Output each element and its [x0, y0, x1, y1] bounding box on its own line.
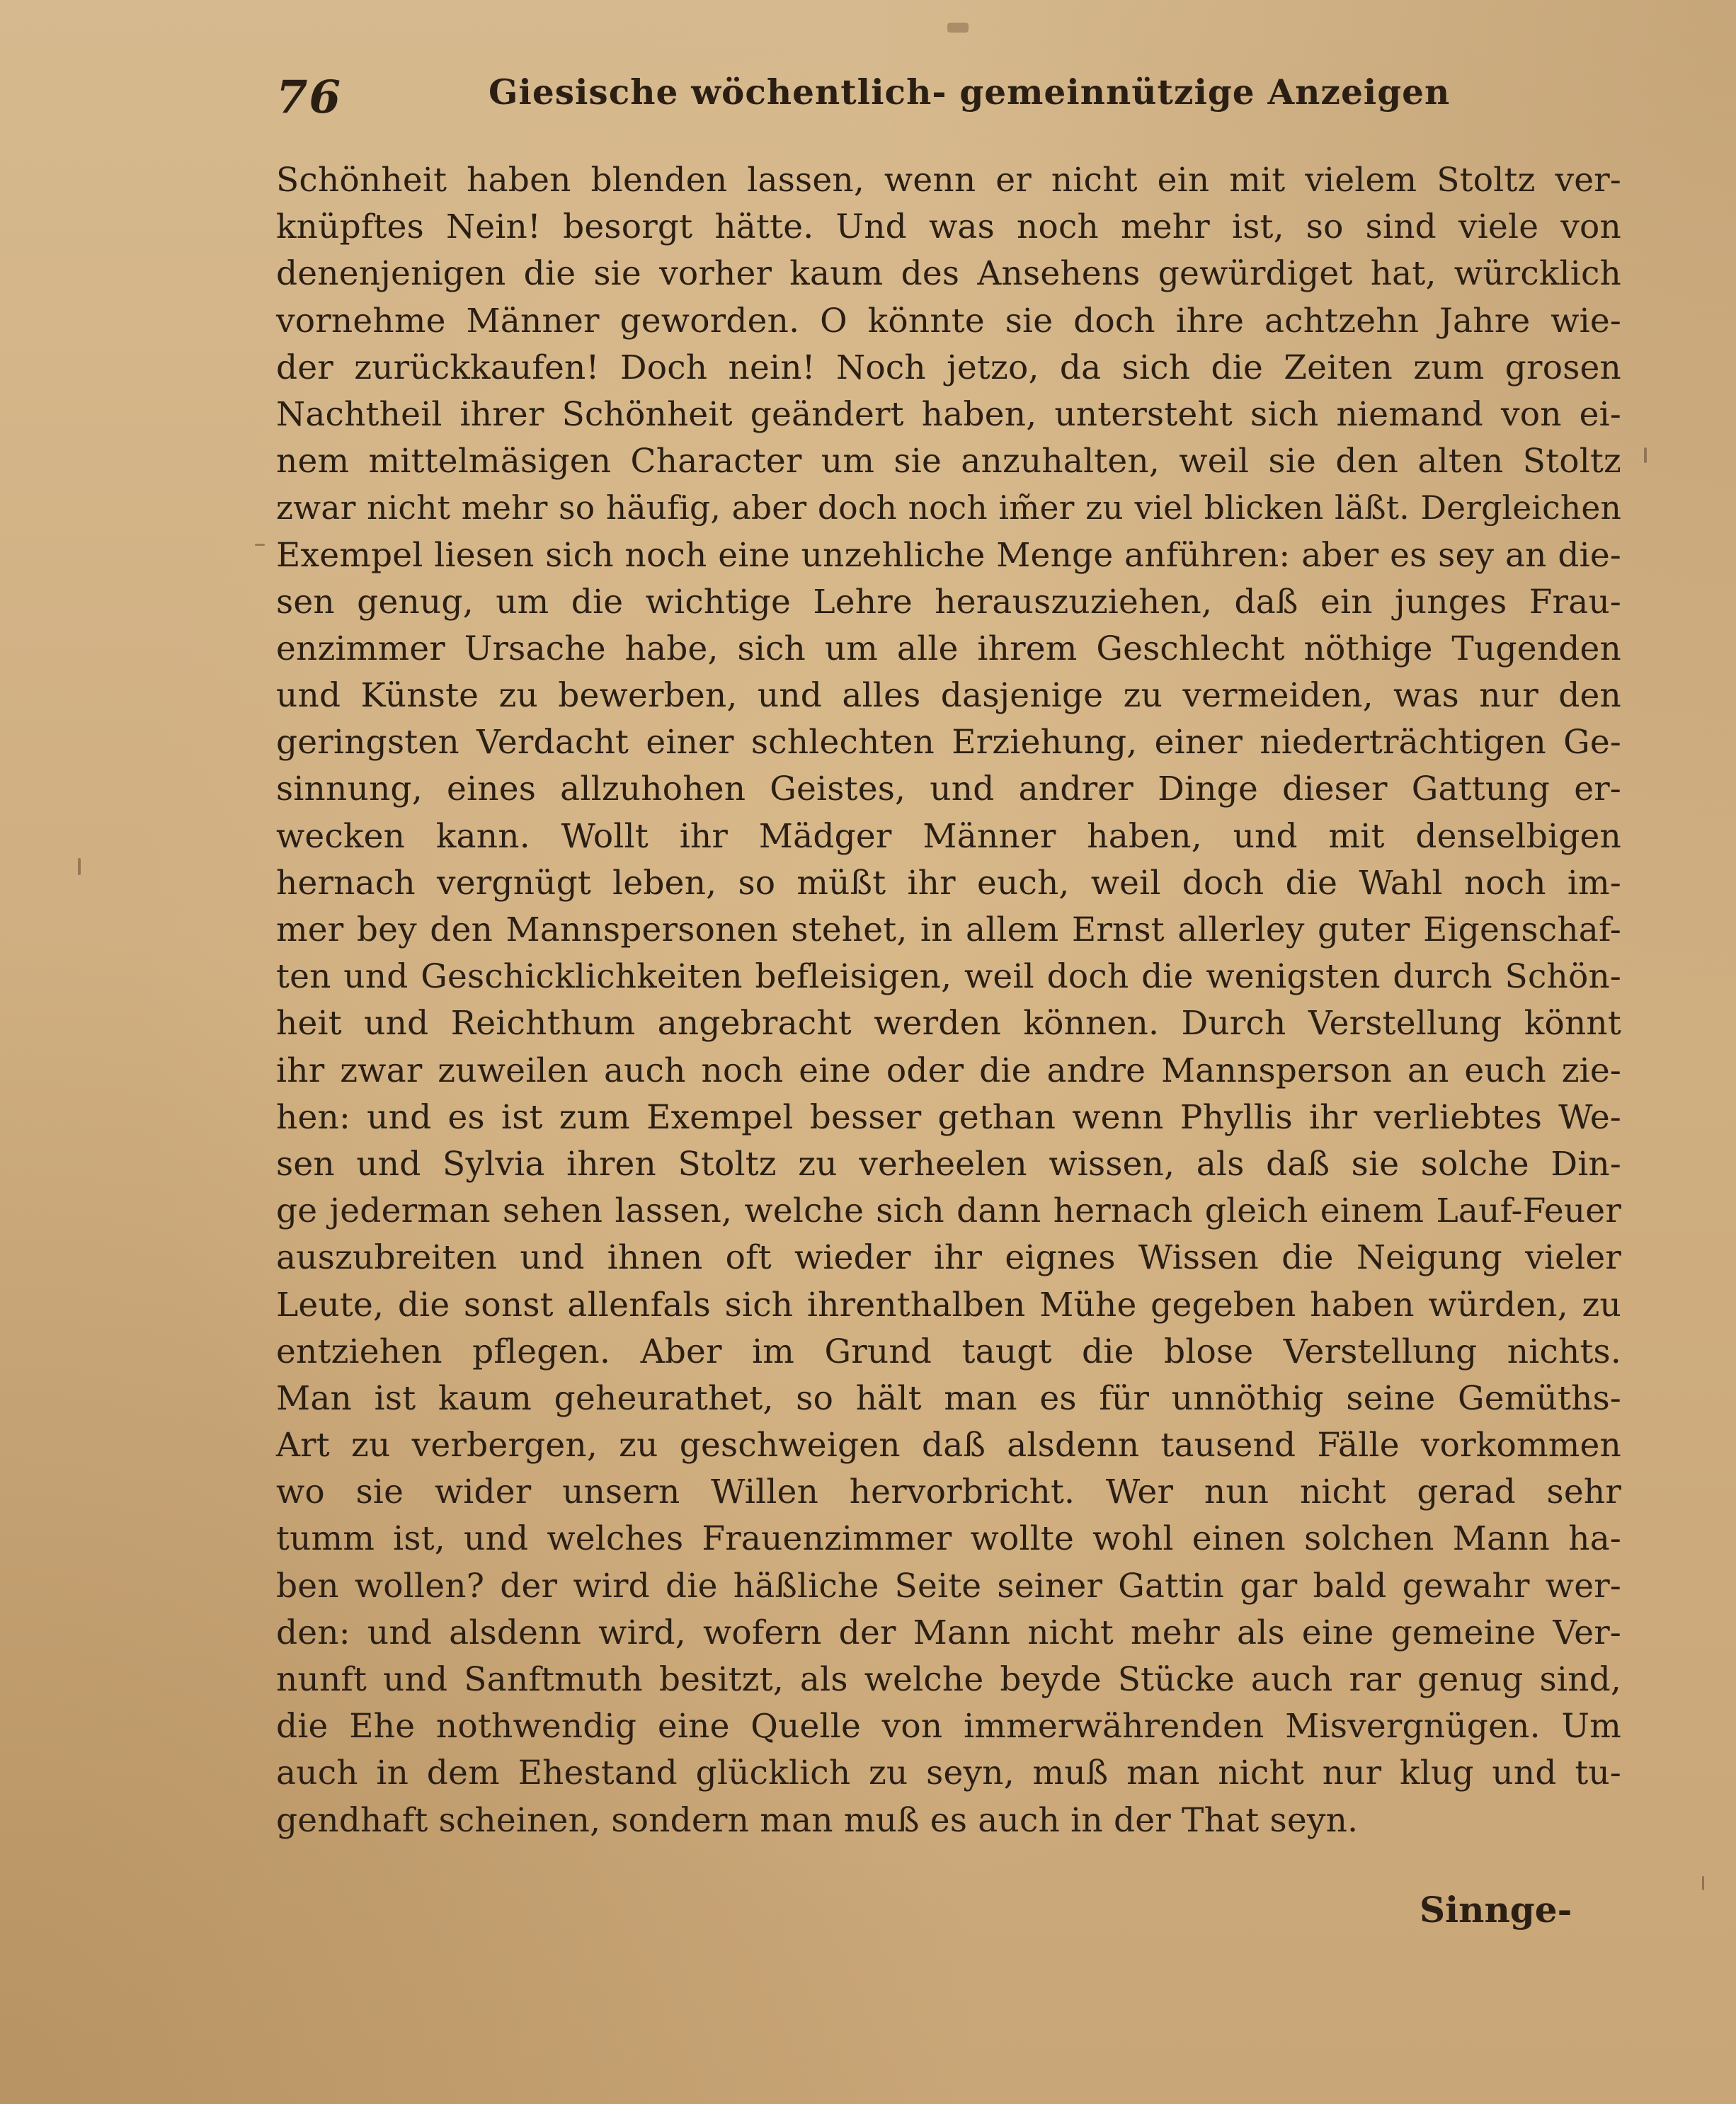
paper-speck	[78, 858, 81, 875]
text-line: ben wollen? der wird die häßliche Seite seiner Gattin gar bald gewahr wer-	[276, 1566, 1621, 1606]
text-line: Nachtheil ihrer Schönheit geändert haben, untersteht sich niemand von ei-	[276, 394, 1621, 434]
text-line: hen: und es ist zum Exempel besser gethan wenn Phyllis ihr verliebtes We-	[276, 1097, 1621, 1137]
text-line: hernach vergnügt leben, so müßt ihr euch, weil doch die Wahl noch im-	[276, 863, 1621, 903]
text-line: mer bey den Mannspersonen stehet, in allem Ernst allerley guter Eigenschaf-	[276, 910, 1621, 949]
text-line: nunft und Sanftmuth besitzt, als welche beyde Stücke auch rar genug sind,	[276, 1660, 1621, 1699]
text-line: ihr zwar zuweilen auch noch eine oder die andre Mannsperson an euch zie-	[276, 1051, 1621, 1090]
page-mark	[947, 23, 969, 33]
text-line: entziehen pflegen. Aber im Grund taugt die blose Verstellung nichts.	[276, 1332, 1621, 1371]
text-line: sen genug, um die wichtige Lehre herauszuziehen, daß ein junges Frau-	[276, 582, 1621, 622]
text-line: ten und Geschicklichkeiten befleisigen, weil doch die wenigsten durch Schön-	[276, 957, 1621, 997]
text-line: zwar nicht mehr so häufig, aber doch noch im̃er zu viel blicken läßt. Dergleichen	[276, 489, 1621, 527]
text-line: denenjenigen die sie vorher kaum des Ansehens gewürdiget hat, würcklich	[276, 254, 1621, 294]
text-line: sinnung, eines allzuhohen Geistes, und andrer Dinge dieser Gattung er-	[276, 770, 1621, 809]
text-line: nem mittelmäsigen Character um sie anzuhalten, weil sie den alten Stoltz	[276, 442, 1621, 481]
text-line: wecken kann. Wollt ihr Mädger Männer haben, und mit denselbigen	[276, 816, 1621, 856]
text-line: wo sie wider unsern Willen hervorbricht. Wer nun nicht gerad sehr	[276, 1473, 1621, 1512]
running-title: Giesische wöchentlich- gemeinnützige Anzeigen	[489, 72, 1451, 113]
text-line: tumm ist, und welches Frauenzimmer wollte wohl einen solchen Mann ha-	[276, 1519, 1621, 1559]
text-line: sen und Sylvia ihren Stoltz zu verheelen wissen, als daß sie solche Din-	[276, 1144, 1621, 1184]
text-line: Exempel liesen sich noch eine unzehliche Menge anführen: aber es sey an die-	[276, 535, 1621, 575]
text-line: Man ist kaum geheurathet, so hält man es für unnöthig seine Gemüths-	[276, 1378, 1621, 1418]
text-line: geringsten Verdacht einer schlechten Erziehung, einer niederträchtigen Ge-	[276, 723, 1621, 762]
page-number: 76	[276, 71, 343, 124]
catchword: Sinnge-	[1420, 1889, 1572, 1931]
text-line: der zurückkaufen! Doch nein! Noch jetzo, da sich die Zeiten zum grosen	[276, 348, 1621, 387]
text-line: heit und Reichthum angebracht werden können. Durch Verstellung könnt	[276, 1004, 1621, 1044]
page-header	[276, 71, 1458, 135]
text-line: auch in dem Ehestand glücklich zu seyn, muß man nicht nur klug und tu-	[276, 1754, 1621, 1793]
text-line: den: und alsdenn wird, wofern der Mann nicht mehr als eine gemeine Ver-	[276, 1613, 1621, 1652]
text-line: Leute, die sonst allenfals sich ihrenthalben Mühe gegeben haben würden, zu	[276, 1285, 1621, 1325]
text-line: auszubreiten und ihnen oft wieder ihr eignes Wissen die Neigung vieler	[276, 1238, 1621, 1278]
body-text	[276, 157, 1621, 1844]
text-line: gendhaft scheinen, sondern man muß es auch in der That seyn.	[276, 1800, 1359, 1840]
text-line: die Ehe nothwendig eine Quelle von immerwährenden Misvergnügen. Um	[276, 1707, 1621, 1746]
text-line: enzimmer Ursache habe, sich um alle ihrem Geschlecht nöthige Tugenden	[276, 629, 1621, 668]
text-line: und Künste zu bewerben, und alles dasjenige zu vermeiden, was nur den	[276, 676, 1621, 716]
text-line: vornehme Männer geworden. O könnte sie doch ihre achtzehn Jahre wie-	[276, 301, 1621, 341]
text-line: ge jederman sehen lassen, welche sich dann hernach gleich einem Lauf-Feuer	[276, 1191, 1621, 1231]
paper-speck	[255, 544, 265, 546]
text-line: Schönheit haben blenden lassen, wenn er nicht ein mit vielem Stoltz ver-	[276, 161, 1621, 200]
text-line: Art zu verbergen, zu geschweigen daß alsdenn tausend Fälle vorkommen	[276, 1426, 1621, 1465]
paper-speck	[1702, 1876, 1704, 1890]
text-line: knüpftes Nein! besorgt hätte. Und was noch mehr ist, so sind viele von	[276, 207, 1621, 247]
paper-speck	[1644, 447, 1647, 463]
